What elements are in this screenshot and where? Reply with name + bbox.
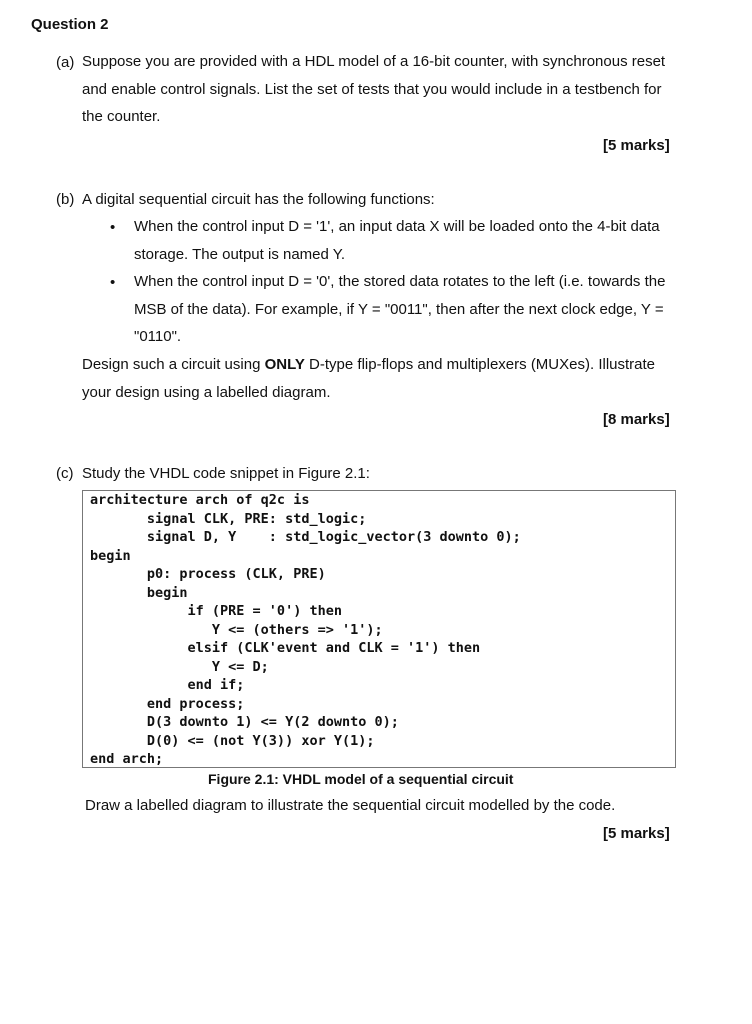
part-b-label: (b) bbox=[56, 191, 75, 208]
part-b-intro: A digital sequential circuit has the following functions: bbox=[82, 191, 435, 208]
bullet-1-line-1: When the control input D = '1', an input data X will be loaded onto the 4-bit data bbox=[134, 218, 660, 235]
code-line-12: end process; bbox=[90, 695, 245, 712]
design-suffix: D-type flip-flops and multiplexers (MUXes). Illustrate bbox=[304, 356, 656, 373]
design-prefix: Design such a circuit using bbox=[82, 356, 265, 373]
code-line-14: D(0) <= (not Y(3)) xor Y(1); bbox=[90, 732, 375, 749]
question-title: Question 2 bbox=[31, 16, 109, 33]
code-line-9: elsif (CLK'event and CLK = '1') then bbox=[90, 640, 481, 656]
bullet-1-line-2: storage. The output is named Y. bbox=[134, 245, 345, 263]
code-line-8: Y <= (others => '1'); bbox=[90, 621, 383, 638]
bullet-1-icon: • bbox=[110, 219, 116, 236]
design-line-1 bbox=[82, 351, 704, 379]
code-line-10: Y <= D; bbox=[90, 658, 269, 675]
part-b-marks: [8 marks] bbox=[603, 411, 670, 428]
part-c-label: (c) bbox=[56, 465, 74, 482]
part-a-line-1: Suppose you are provided with a HDL model of a 16-bit counter, with synchronous reset bbox=[82, 53, 666, 70]
part-c-marks: [5 marks] bbox=[603, 825, 670, 842]
code-line-1: architecture arch of q2c is bbox=[90, 492, 310, 508]
part-a-line-3: the counter. bbox=[82, 108, 161, 125]
part-a-text bbox=[82, 48, 702, 131]
code-line-3: signal D, Y : std_logic_vector(3 downto 0); bbox=[90, 529, 521, 545]
part-b-design-text bbox=[82, 351, 704, 406]
code-line-6: begin bbox=[90, 584, 188, 601]
code-line-11: end if; bbox=[90, 677, 245, 693]
code-line-13: D(3 downto 1) <= Y(2 downto 0); bbox=[90, 714, 399, 730]
code-line-4: begin bbox=[90, 547, 131, 564]
part-b-bullet-2 bbox=[134, 268, 704, 351]
part-c-instruction: Draw a labelled diagram to illustrate the sequential circuit modelled by the code. bbox=[85, 797, 616, 814]
vhdl-code-block bbox=[90, 491, 521, 769]
part-a-marks: [5 marks] bbox=[603, 137, 670, 154]
code-line-2: signal CLK, PRE: std_logic; bbox=[90, 510, 367, 527]
bullet-2-line-3: "0110". bbox=[134, 328, 182, 345]
part-c-intro: Study the VHDL code snippet in Figure 2.1: bbox=[82, 465, 370, 482]
bullet-2-icon: • bbox=[110, 274, 116, 291]
code-line-5: p0: process (CLK, PRE) bbox=[90, 566, 326, 582]
design-bold: ONLY bbox=[264, 356, 305, 373]
code-line-7: if (PRE = '0') then bbox=[90, 603, 342, 619]
part-a-line-2: and enable control signals. List the set of tests that you would include in a testbench for bbox=[82, 80, 662, 98]
part-b-bullet-1 bbox=[134, 213, 704, 268]
bullet-2-line-2: MSB of the data). For example, if Y = "0011", then after the next clock edge, Y = bbox=[134, 300, 664, 318]
bullet-2-line-1: When the control input D = '0', the stored data rotates to the left (i.e. towards the bbox=[134, 273, 666, 290]
part-a-label: (a) bbox=[56, 54, 75, 71]
figure-caption: Figure 2.1: VHDL model of a sequential circuit bbox=[208, 771, 514, 787]
design-line-2: your design using a labelled diagram. bbox=[82, 383, 331, 401]
code-line-15: end arch; bbox=[90, 751, 164, 767]
